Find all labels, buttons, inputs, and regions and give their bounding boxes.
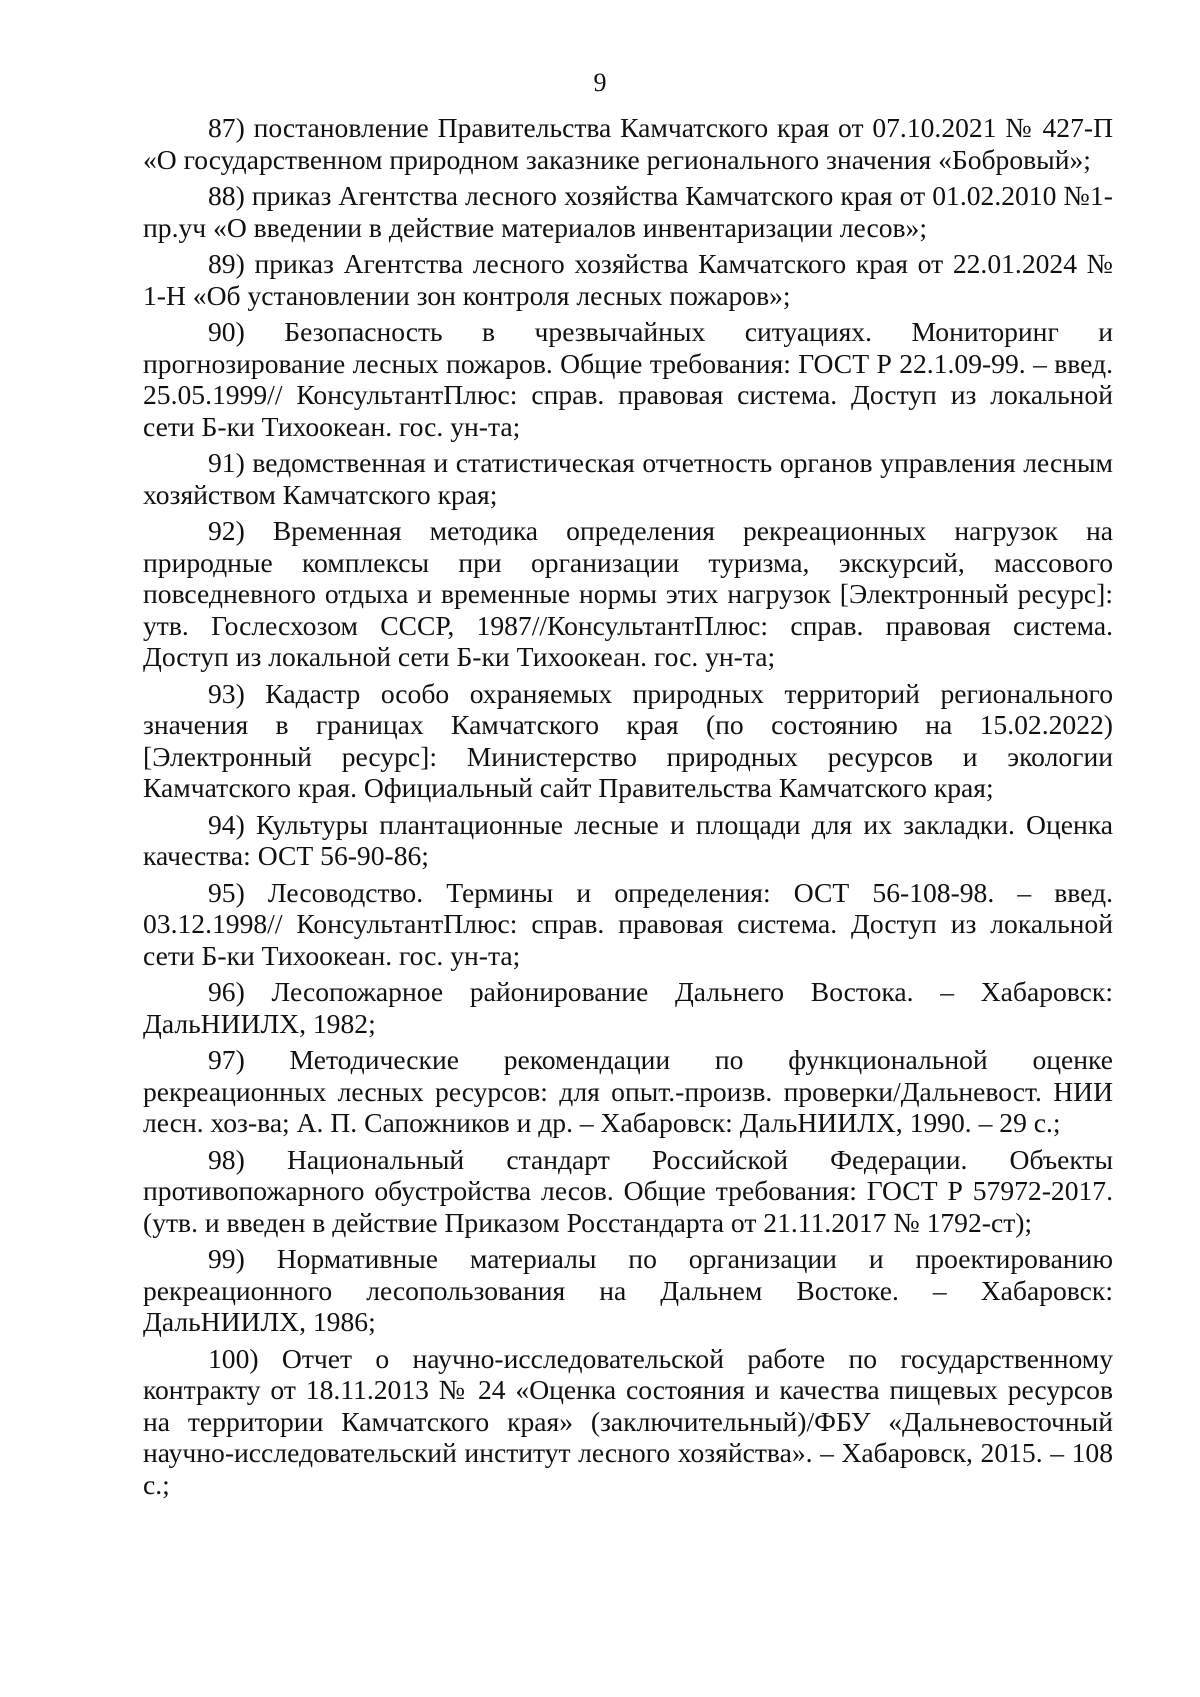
reference-item-90: 90) Безопасность в чрезвычайных ситуациях. Мониторинг и прогнозирование лесных пожаров. Общие требования: ГОСТ Р 22.1.09-99. – введ. 25.05.1999// КонсультантПлюс: справ. правовая система. Доступ из локальной сети Б-ки Тихоокеан. гос. ун-та; bbox=[143, 316, 1113, 442]
reference-item-95: 95) Лесоводство. Термины и определения: ОСТ 56-108-98. – введ. 03.12.1998// КонсультантПлюс: справ. правовая система. Доступ из локальной сети Б-ки Тихоокеан. гос. ун-та; bbox=[143, 876, 1113, 971]
reference-item-98: 98) Национальный стандарт Российской Федерации. Объекты противопожарного обустройства лесов. Общие требования: ГОСТ Р 57972-2017. (утв. и введен в действие Приказом Росстандарта от 21.11.2017 № 1792-ст); bbox=[143, 1143, 1113, 1238]
reference-item-91: 91) ведомственная и статистическая отчетность органов управления лесным хозяйством Камчатского края; bbox=[143, 447, 1113, 510]
reference-item-97: 97) Методические рекомендации по функциональной оценке рекреационных лесных ресурсов: для опыт.-произв. проверки/Дальневост. НИИ лесн. хоз-ва; А. П. Сапожников и др. – Хабаровск: ДальНИИЛХ, 1990. – 29 с.; bbox=[143, 1044, 1113, 1138]
reference-item-96: 96) Лесопожарное районирование Дальнего Востока. – Хабаровск: ДальНИИЛХ, 1982; bbox=[143, 976, 1113, 1039]
reference-item-87: 87) постановление Правительства Камчатского края от 07.10.2021 № 427-П «О государственном природном заказнике регионального значения «Бобровый»; bbox=[143, 112, 1113, 175]
reference-item-93: 93) Кадастр особо охраняемых природных территорий регионального значения в границах Камчатского края (по состоянию на 15.02.2022) [Электронный ресурс]: Министерство природных ресурсов и экологии Камчатского края. Официальный сайт Правительства Камчатского края; bbox=[143, 677, 1113, 803]
reference-item-92: 92) Временная методика определения рекреационных нагрузок на природные комплексы при организации туризма, экскурсий, массового повседневного отдыха и временные нормы этих нагрузок [Электронный ресурс]: утв. Гослесхозом СССР, 1987//КонсультантПлюс: справ. правовая система. Доступ из локальной сети Б-ки Тихоокеан. гос. ун-та; bbox=[143, 515, 1113, 672]
reference-item-89: 89) приказ Агентства лесного хозяйства Камчатского края от 22.01.2024 № 1-Н «Об установлении зон контроля лесных пожаров»; bbox=[143, 248, 1113, 311]
reference-item-88: 88) приказ Агентства лесного хозяйства Камчатского края от 01.02.2010 №1-пр.уч «О введении в действие материалов инвентаризации лесов»; bbox=[143, 180, 1113, 243]
reference-item-100: 100) Отчет о научно-исследовательской работе по государственному контракту от 18.11.2013 № 24 «Оценка состояния и качества пищевых ресурсов на территории Камчатского края» (заключительный)/ФБУ «Дальневосточный научно-исследовательский институт лесного хозяйства». – Хабаровск, 2015. – 108 с.; bbox=[143, 1342, 1113, 1500]
reference-item-94: 94) Культуры плантационные лесные и площади для их закладки. Оценка качества: ОСТ 56-90-86; bbox=[143, 808, 1113, 871]
reference-list bbox=[143, 112, 1113, 1505]
page-number: 9 bbox=[593, 68, 607, 97]
reference-item-99: 99) Нормативные материалы по организации и проектированию рекреационного лесопользования на Дальнем Востоке. – Хабаровск: ДальНИИЛХ, 1986; bbox=[143, 1243, 1113, 1337]
